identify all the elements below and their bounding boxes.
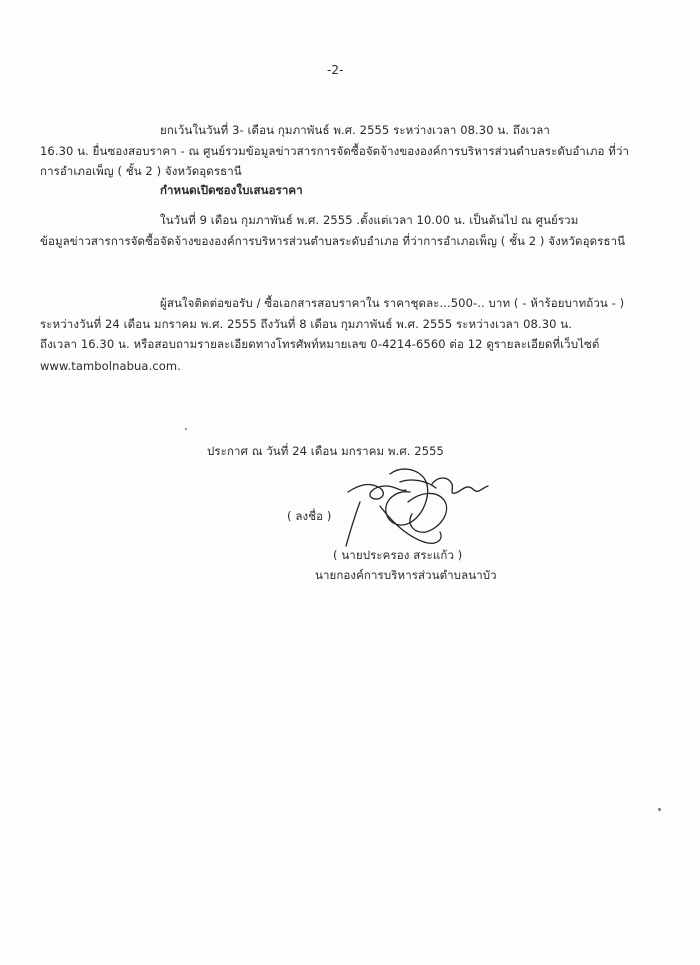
signer-name: ( นายประครอง สระแก้ว ) — [333, 548, 463, 562]
paper-speck — [658, 808, 661, 811]
exception-line-1: ยกเว้นในวันที่ 3- เดือน กุมภาพันธ์ พ.ศ. 2555 ระหว่างเวลา 08.30 น. ถึงเวลา — [160, 123, 550, 137]
signer-title: นายกองค์การบริหารส่วนตำบลนาบัว — [315, 568, 497, 582]
document-sale-line-1: ผู้สนใจติดต่อขอรับ / ซื้อเอกสารสอบราคาใน ราคาชุดละ...500-.. บาท ( - ห้าร้อยบาทถ้วน - ) — [160, 296, 625, 310]
page-number: -2- — [327, 63, 344, 77]
document-sale-line-3: ถึงเวลา 16.30 น. หรือสอบถามรายละเอียดทางโทรศัพท์หมายเลข 0-4214-6560 ต่อ 12 ดูรายละเอียดที่เว็บไซต์ — [40, 337, 600, 351]
signature-label: ( ลงชื่อ ) — [287, 509, 332, 523]
exception-line-2: 16.30 น. ยื่นซองสอบราคา - ณ ศูนย์รวมข้อมูลข่าวสารการจัดซื้อจัดจ้างขององค์การบริหารส่วนตำบลระดับอำเภอ ที่ว่า — [40, 144, 630, 158]
exception-line-3: การอำเภอเพ็ญ ( ชั้น 2 ) จังหวัดอุดรธานี — [40, 164, 242, 178]
handwritten-signature — [340, 462, 500, 552]
paper-speck — [185, 428, 187, 430]
announcement-date-line: ประกาศ ณ วันที่ 24 เดือน มกราคม พ.ศ. 2555 — [207, 444, 444, 458]
open-bid-line-1: ในวันที่ 9 เดือน กุมภาพันธ์ พ.ศ. 2555 .ตั้งแต่เวลา 10.00 น. เป็นต้นไป ณ ศูนย์รวม — [160, 213, 579, 227]
open-bid-heading: กำหนดเปิดซองใบเสนอราคา — [160, 183, 303, 197]
document-sale-line-2: ระหว่างวันที่ 24 เดือน มกราคม พ.ศ. 2555 ถึงวันที่ 8 เดือน กุมภาพันธ์ พ.ศ. 2555 ระหว่างเวลา 08.30 น. — [40, 317, 573, 331]
website-text: www.tambolnabua.com. — [40, 359, 181, 373]
open-bid-line-2: ข้อมูลข่าวสารการจัดซื้อจัดจ้างขององค์การบริหารส่วนตำบลระดับอำเภอ ที่ว่าการอำเภอเพ็ญ ( ชั้น 2 ) จังหวัดอุดรธานี — [40, 234, 626, 248]
